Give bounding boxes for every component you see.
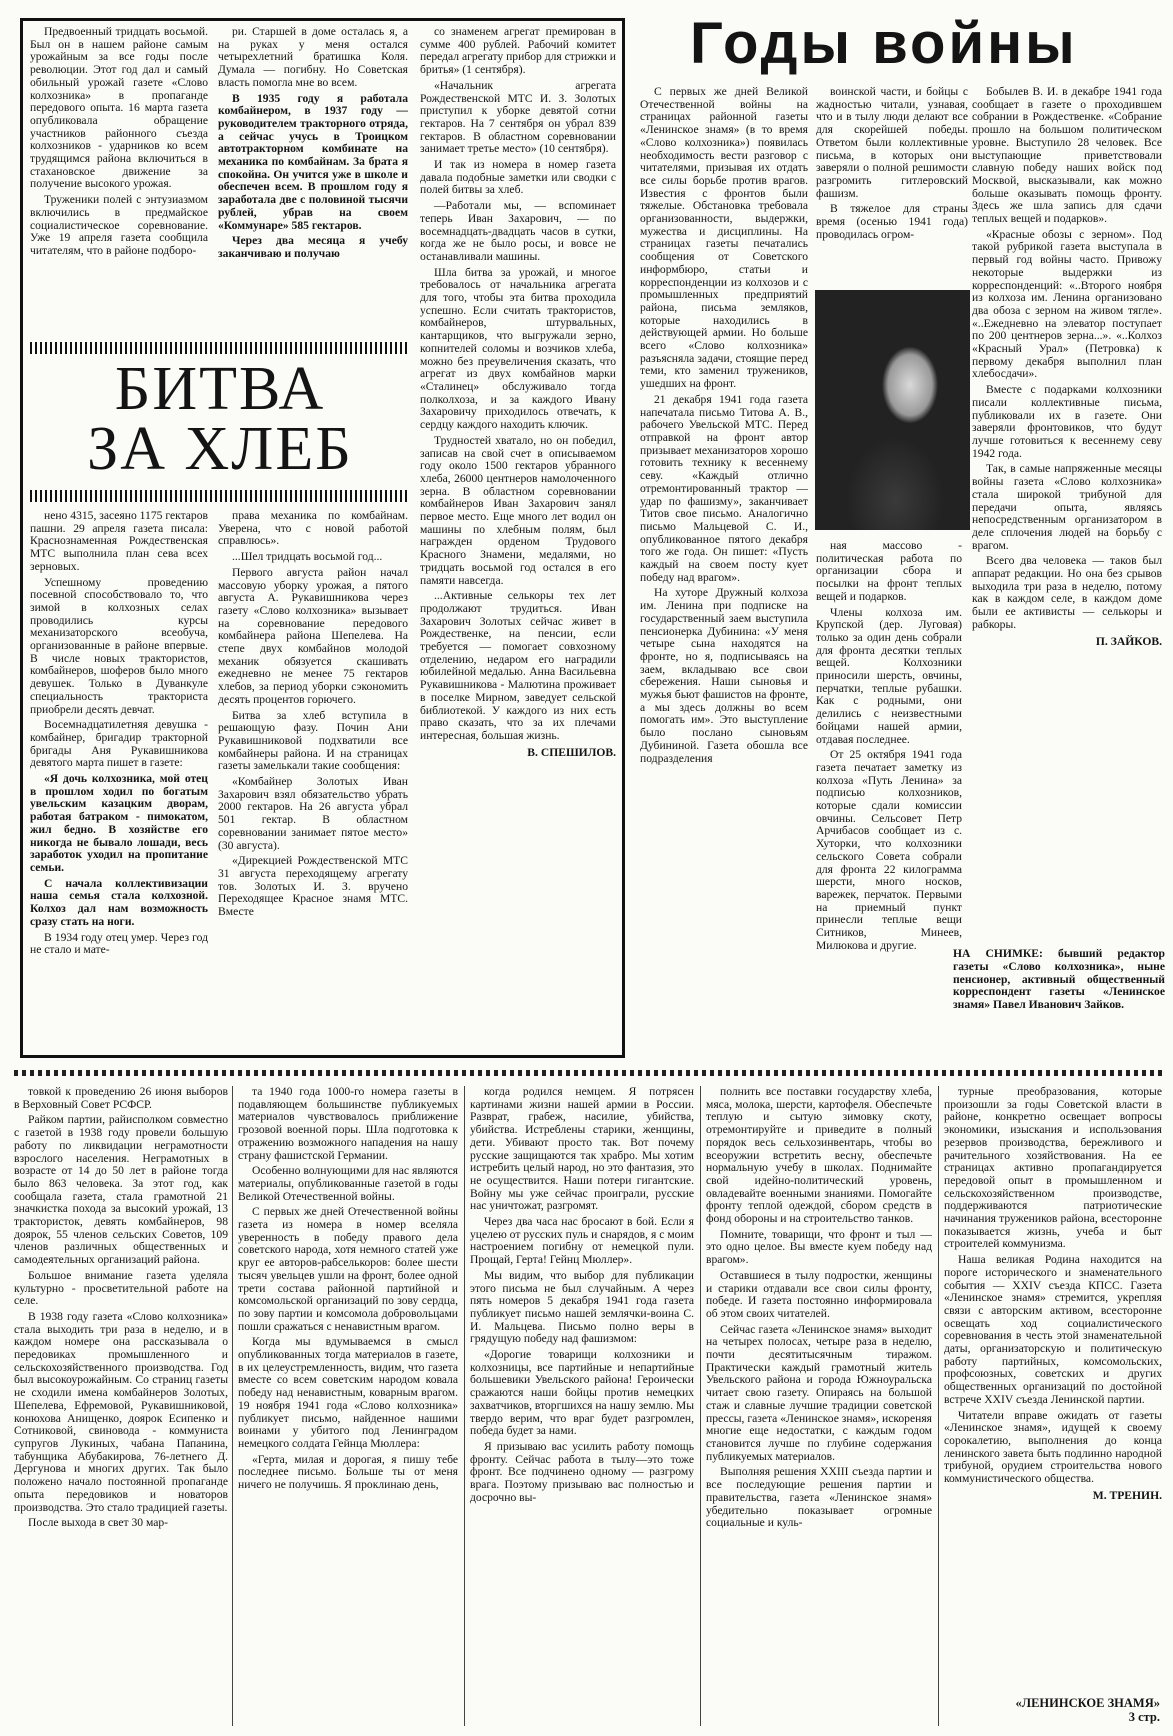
paragraph: со знаменем агрегат премирован в сумме 400 рублей. Рабочий комитет передал агрегату прибор для стрижки и бритья» (1 сентября). [420, 26, 616, 77]
paragraph: Выполняя решения XXIII съезда партии и все последующие решения партии и правительства, газета «Ленинское знамя» убедительно показывает огромные социальные и куль- [706, 1465, 932, 1530]
paragraph: воинской части, и бойцы с жадностью читали, узнавая, что и в тылу люди делают все для скорейшей победы. Ответом были коллективные письма, в которых они заверяли о полной решимости разгромить гитлеровский фашизм. [816, 86, 968, 200]
paragraph: Сейчас газета «Ленинское знамя» выходит на четырех полосах, четыре раза в неделю, почти десятитысячным тиражом. Практически каждый грамотный житель Увельского района и города Южноуральска читает свою газету. Опираясь на большой стаж и славные лучшие традиции советской прессы, газета «Ленинское знамя», искореняя многие еще недостатки, с каждым годом становится лучше по глубине содержания публикуемых материалов. [706, 1322, 932, 1463]
paragraph: Вместе с подарками колхозники писали коллективные письма, публиковали их в газете. Они заверяли фронтовиков, что будут лучше готовиться к весеннему севу 1942 года. [972, 383, 1162, 460]
war-col3-text [972, 86, 1162, 632]
bottom-col5 [944, 1086, 1162, 1686]
paragraph: ная массово - политическая работа по организации сбора и посылки на фронт теплых вещей и подарков. [816, 540, 962, 603]
paragraph: нено 4315, засеяно 1175 гектаров пашни. 29 апреля газета писала: Краснознаменная Рождественская МТС выполнила план сева всех зерновых. [30, 510, 208, 573]
paragraph: Я призываю вас усилить работу помощь фронту. Сейчас работа в тылу—это тоже фронт. Все подчинено одному — разгрому врага. Поэтому призываю вас полностью и досрочно вы- [470, 1439, 694, 1504]
paragraph: когда родился немцем. Я потрясен картинами жизни нашей армии в России. Разврат, грабеж, насилие, убийства, убийства. Истреблены старики, женщины, дети. Убивают просто так. Вот почему русские защищаются так храбро. Мы хотим истребить целый народ, но это фантазия, это не осуществится. Наши потери гигантские. Войну мы уже сейчас проиграли, русские нас уничтожат, разгромят. [470, 1086, 694, 1213]
paragraph: Восемнадцатилетняя девушка - комбайнер, бригадир тракторной бригады Аня Рукавишникова девятого марта пишет в газете: [30, 718, 208, 770]
paragraph: Мы видим, что выбор для публикации этого письма не был случайным. А через пять номеров 5 декабря 1941 года газета публикует письмо нашей землячки-воина С. И. Мальцева. Письмо полно веры в грядущую победу над фашизмом: [470, 1268, 694, 1346]
paragraph: полнить все поставки государству хлеба, мяса, молока, шерсти, картофеля. Обеспечьте теплую и сытую зимовку скоту, отремонтируйте и приведите в полный порядок весь сельхозинвентарь, чтобы во всеоружии встретить весну, обеспечьте нормальную учебу в школах. Поднимайте свой идейно-политический уровень, овладевайте военными знаниями. Помогайте фронту теплой одеждой, сбором средств в фонд обороны и на строительство танков. [706, 1086, 932, 1226]
battle-title-line2: ЗА ХЛЕБ [87, 415, 353, 483]
paragraph: турные преобразования, которые произошли за годы Советской власти в районе, конкретно освещает вопросы экономики, изыскания и использования резервов производства, бережливого и рачительного хозяйствования. На ее страницах активно пропагандируется передовой опыт в промышленном и сельскохозяйственном производстве, поддерживаются патриотические начинания тружеников района, всесторонне показывается жизнь, учеба и быт строителей коммунизма. [944, 1086, 1162, 1251]
paragraph: «Красные обозы с зерном». Под такой рубрикой газета выступала в первый год войны часто. Привожу некоторые выдержки из корреспонденций: «..Второго ноября из колхоза им. Ленина организовано два обоза с зерном на живом тягле». «..Ежедневно на элеватор поступает по 200 центнеров зерна...». «..Колхоз «Красный Урал» (Петровка) к первому декабря выполнил план хлебосдачи». [972, 227, 1162, 381]
paragraph: Предвоенный тридцать восьмой. Был он в нашем районе самым урожайным за все годы после революции. Этот год дал и самый обильный урожай газете «Слово колхозника» в пропаганде передового опыта. 16 марта газета опубликовала обращение участников районного съезда колхозников - ударников ко всем трудящимся района включиться в стахановское движение за получение высокого урожая. [30, 26, 208, 191]
battle-title-hatch-bottom [30, 490, 410, 502]
paragraph: Читатели вправе ожидать от газеты «Ленинское знамя», идущей к своему сорокалетию, выполнения до конца ленинского завета быть подлинно народной трибуной, орудием строительства нового коммунистического общества. [944, 1408, 1162, 1486]
paragraph: Шла битва за урожай, и многое требовалось от начальника агрегата для того, чтобы эта битва проходила успешно. Если считать трактористов, комбайнеров, штурвальных, кантарщиков, что выгружали зерно, копнителей соломы и возчиков хлеба, можно без преувеличения сказать, что агрегат из двух комбайнов марки «Сталинец» обслуживало тогда полколхоза, и за каждого Ивану Захаровичу приходилось отвечать, к сердцу каждого находить ключик. [420, 265, 616, 432]
war-title: Годы войны [690, 11, 1078, 76]
war-col2-bottom [816, 540, 962, 1060]
paragraph: «Начальник агрегата Рождественской МТС И. З. Золотых приступил к уборке девятой сотни гектаров. На 7 сентября он убрал 839 гектаров. В областном соревновании занимает третье место» (10 сентября). [420, 78, 616, 156]
page-footer [960, 1696, 1160, 1724]
page-number: 3 стр. [1128, 1710, 1160, 1724]
paragraph: В 1934 году отец умер. Через год не стало и мате- [30, 930, 208, 957]
paragraph: та 1940 года 1000-го номера газеты в подавляющем большинстве публикуемых материалов чувствовалось приближение грозовой военной поры. Шла подготовка к отражению возможного нападения на нашу страну фашистской Германии. [238, 1086, 458, 1162]
battle-col1-bottom [30, 510, 208, 1040]
bottom-col2 [238, 1086, 458, 1732]
paragraph: Помните, товарищи, что фронт и тыл — это одно целое. Вы вместе куем победу над врагом». [706, 1227, 932, 1267]
paragraph: ...Активные селькоры тех лет продолжают трудиться. Иван Захарович Золотых сейчас живет в Рождественке, на пенсии, если требуется — помогает совхозному отделению, недаром его наградили юбилейной медалью. Анна Васильевна Рукавишникова - Малютина проживает в поселке Мирном, заведует сельской библиотекой. У каждого из них есть право сказать, что за их плечами интересная, большая жизнь. [420, 589, 616, 742]
paragraph: ...Шел тридцать восьмой год... [232, 550, 383, 564]
bottom-col1 [14, 1086, 228, 1732]
paragraph: Труженики полей с энтузиазмом включились в предмайское социалистическое соревнование. Уже 19 апреля газета сообщила читателям, что в районе подборо- [30, 193, 208, 257]
paragraph: Так, в самые напряженные месяцы войны газета «Слово колхозника» стала широкой трибуной для передачи опыта, являясь непосредственным организатором в деле сплочения людей на борьбу с врагом. [972, 462, 1162, 552]
paragraph: товкой к проведению 26 июня выборов в Верховный Совет РСФСР. [14, 1086, 228, 1111]
battle-title-hatch-top [30, 342, 410, 354]
paragraph: Всего два человека — таков был аппарат редакции. Но она без срывов выходила три раза в неделю, потому как в каждом селе, в каждом доме были ее активисты — селькоры и рабкоры. [972, 554, 1162, 631]
paragraph: От 25 октября 1941 года газета печатает заметку из колхоза «Путь Ленина» за подписью колхозников, которые сдали комиссии овчины. Сельсовет Петр Арчибасов сообщает из с. Хуторки, что колхозники сельского Совета собрали для фронта 22 килограмма шерсти, много носков, варежек, перчаток. Первыми на приемный пункт принесли теплые вещи Ситников, Минеев, Милюкова и другие. [816, 748, 962, 952]
paragraph: Через два месяца я учебу заканчиваю и получаю [218, 234, 408, 260]
paragraph: Первого августа район начал массовую уборку урожая, а пятого августа А. Рукавишникова через газету «Слово колхозника» вызывает на соревнование передового комбайнера района Шепелева. На степе двух комбайнов молодой механик обязуется скашивать ежедневно не менее 75 гектаров хлебов, за период уборки сэкономить десять процентов горючего. [218, 565, 408, 706]
paragraph: «Комбайнер Золотых Иван Захарович взял обязательство убрать 2000 гектаров. На 26 августа убрал 501 гектар. В областном соревновании занимает пятое место» (30 августа). [218, 775, 408, 852]
paragraph: На хуторе Дружный колхоза им. Ленина при подписке на государственный заем выступила пенсионерка Дубинина: «У меня четыре сына находятся на фронте, но я, подписываясь на заем, вкладываю все свои сбережения. Наши сыновья и мужья бьют фашистов на фронте, а мы здесь должны во всем помогать им». Это выступление было послано сыновьям Дубининой. Газета обошла все подразделения [640, 586, 808, 765]
bottom-col3 [470, 1086, 694, 1732]
paragraph: «Я дочь колхозника, мой отец в прошлом ходил по богатым увельским казацким дворам, работая батраком - пимокатом, жил бедно. В хозяйстве его никогда не бывало лошади, весь заработок уходил на пропитание семьи. [30, 772, 208, 874]
paragraph: Большое внимание газета уделяла культурно - просветительной работе на селе. [14, 1268, 228, 1308]
paragraph: Райком партии, райисполком совместно с газетой в 1938 году провели большую работу по ликвидации неграмотности взрослого населения. Неграмотных в возрасте от 14 до 50 лет в районе тогда было 863 человека. За этот год, как сообщала газета, стала грамотной 21 значкистка похода за высокий урожай, 13 трактористок, девять комбайнеров, 98 доярок, 55 членов сельских Советов, 109 членов различных общественных и самодеятельных организаций района. [14, 1113, 228, 1267]
paragraph: После выхода в свет 30 мар- [28, 1516, 169, 1530]
bottom-col4 [706, 1086, 932, 1732]
bottom-signature: М. ТРЕНИН. [1092, 1488, 1162, 1502]
paragraph: Когда мы вдумываемся в смысл опубликованных тогда материалов в газете, в их целеустремленность, видим, что газета вместе со всем советским народом ковала победу над ненавистным, коварным врагом. 19 ноября 1941 года «Слово колхозника» публикует письмо, найденное нашими воинами у убитого под Ленинградом немецкого солдата Гейнца Мюллера: [238, 1335, 458, 1450]
paragraph: Оставшиеся в тылу подростки, женщины и старики отдавали все свои силы фронту, победе. И газета постоянно информировала об этом своих читателей. [706, 1268, 932, 1320]
paragraph: В 1938 году газета «Слово колхозника» стала выходить три раза в неделю, и в каждом номере она рассказывала о передовиках промышленного и сельскохозяйственного производства. Год был высокоурожайным. Со страниц газеты не сходили имена комбайнеров Золотых, Шепелева, Ефремовой, Рукавишниковой, конюхова Анищенко, доярок Есипенко и Сотниковой, свиновода - коммуниста супругов Лукиных, чабана Папанина, табунщика Абубакирова, 76-летнего Д. Дергунова и многих других. Так было положено начало постоянной пропаганде опыта передовиков и новаторов производства. Это стало традицией газеты. [14, 1309, 228, 1514]
paragraph: В тяжелое для страны время (осенью 1941 года) проводилась огром- [816, 202, 968, 241]
war-col1 [640, 86, 808, 1060]
portrait-photo [815, 290, 970, 530]
paragraph: права механика по комбайнам. Уверена, что с новой работой справлюсь». [218, 510, 408, 548]
photo-caption: НА СНИМКЕ: бывший редактор газеты «Слово колхозника», ныне пенсионер, активный общественный корреспондент газеты «Ленинское знамя» Павел Иванович Зайков. [953, 947, 1165, 1012]
paragraph: С первых же дней Отечественной войны газета из номера в номер вселяла уверенность в победу правого дела советского народа, хотя немного статей уже круг ее авторов-рабселькоров: более шести тысяч увельцев ушли на фронт, более одной трети состава районной партийной и комсомольской организаций по зову сердца, по зову партии и комсомола добровольцами пошли сражаться с ненавистным врагом. [238, 1205, 458, 1333]
war-col3 [972, 86, 1162, 946]
paragraph: Наша великая Родина находится на пороге исторического и знаменательного события — XXIV съезда КПСС. Газета «Ленинское знамя» стремится, укрепляя связи с авторским активом, всесторонне освещать ход социалистического соревнования в честь этой знаменательной даты, организаторскую и политическую работу партийных, комсомольских, профсоюзных, советских и других общественных организаций по достойной встрече XXIV съезда Ленинской партии. [944, 1253, 1162, 1406]
battle-col1-top [30, 26, 208, 334]
column-rule [938, 1086, 939, 1726]
bottom-col5-text [944, 1086, 1162, 1486]
paragraph: ри. Старшей в доме осталась я, а на руках у меня остался четырехлетний братишка Коля. Думала — погибну. Но Советская власть помогла мне во всем. [218, 26, 408, 89]
paragraph: С первых же дней Великой Отечественной войны на страницах районной газеты «Ленинское знамя» (в то время «Слово колхозника») появилась необходимость вести разговор с читателями, призывая их отдать все силы борьбе против врагов. Известия с фронтов были тяжелые. Обстановка требовала организованности, выдержки, мужества и дисциплины. На страницах газеты печатались сообщения от Советского информбюро, статьи и корреспонденции из колхозов и с промышленных предприятий района, письма земляков, которые находились в действующей армии. Но больше всего «Слово колхозника» разъясняла задачи, стоящие перед теми, кто заменил тружеников, ушедших на фронт. [640, 86, 808, 391]
paragraph: Особенно волнующими для нас являются материалы, опубликованные газетой в годы Великой Отечественной войны. [238, 1164, 458, 1203]
paragraph: Бобылев В. И. в декабре 1941 года сообщает в газете о проходившем собрании в Рождественке. «Собрание прошло на большом политическом уровне. Выступило 28 человек. Все выступающие приветствовали славную победу наших войск под Москвой, высказывали, как можно больше оказывать помощь фронту. Здесь же шла запись для сдачи теплых вещей и подарков». [972, 86, 1162, 226]
paragraph: Члены колхоза им. Крупской (дер. Луговая) только за один день собрали для фронта десятки теплых вещей. Колхозники приносили шерсть, овчины, перчатки, теплые рубашки. Как с родными, они делились с неизвестными бойцами нашей армии, отдавая последнее. [816, 605, 962, 746]
battle-col2-bottom [218, 510, 408, 1040]
battle-signature: В. СПЕШИЛОВ. [527, 745, 616, 759]
section-divider [14, 1070, 1164, 1076]
paragraph: 21 декабря 1941 года газета напечатала письмо Титова А. В., рабочего Увельской МТС. Перед отправкой на фронт автор призывает механизаторов хорошо готовить технику к весеннему севу. «Каждый отлично отремонтированный трактор — удар по фашизму», заканчивает Титов свое письмо. Аналогично письмо Мальцевой С. И., опубликованное пятого декабря того же года. Он пишет: «Пусть каждый на своем посту кует победу над врагом». [640, 392, 808, 584]
battle-col3-text [420, 26, 616, 743]
column-rule [700, 1086, 701, 1726]
paragraph: Трудностей хватало, но он победил, записав на свой счет в описываемом году около 1500 гектаров убранного хлеба, 26000 центнеров намолоченного зерна. В областном соревновании комбайнеров Иван Захарович занял первое место. Еще много лет водил он машины по хлебным полям, был награжден орденом Трудового Красного Знамени, медалями, но тридцать восьмой год остался в его памяти навсегда. [420, 433, 616, 587]
paragraph: В 1935 году я работала комбайнером, в 1937 году — руководителем тракторного отряда, а сейчас учусь в Троицком автотракторном комбинате на механика по комбайнам. За брата я спокойна. Он учится уже в школе и обеспечен всем. В прошлом году я заработала две с половиной тысячи рублей, убрав на своем «Коммунаре» 585 гектаров. [218, 91, 408, 232]
paragraph: Успешному проведению посевной способствовало то, что зимой в колхозных селах проводились курсы механизаторского всеобуча, организованные в районе впервые. В числе новых трактористов, комбайнеров, шоферов было много девушек. Только в Дуванкуле специальность тракториста приобрели десять девчат. [30, 575, 208, 716]
paragraph: «Дорогие товарищи колхозники и колхозницы, все партийные и непартийные большевики Увельского района! Героически сражаются наши бойцы против немецких захватчиков, вторгшихся на нашу землю. Мы твердо верим, что враг будет разгромлен, победа будет за нами. [470, 1348, 694, 1438]
paragraph: «Дирекцией Рождественской МТС 31 августа переходящему агрегату тов. Золотых И. З. вручено Переходящее Красное знамя МТС. Вместе [218, 854, 408, 919]
paragraph: И так из номера в номер газета давала подобные заметки или сводки с полей битвы за хлеб. [420, 158, 616, 197]
war-signature: П. ЗАЙКОВ. [1095, 634, 1162, 648]
newspaper-name: «ЛЕНИНСКОЕ ЗНАМЯ» [1015, 1696, 1160, 1710]
paragraph: Через два часа нас бросают в бой. Если я уцелею от русских пуль и снарядов, я с моим настроением погибну от немецкой пули. Прощай, Герта! Гейнц Мюллер». [470, 1215, 694, 1267]
war-col2-top [816, 86, 968, 284]
battle-title-line1: БИТВА [114, 355, 326, 423]
paragraph: С начала коллективизации наша семья стала колхозной. Колхоз дал нам возможность сразу стать на ноги. [30, 876, 208, 928]
column-rule [464, 1086, 465, 1726]
paragraph: «Герта, милая и дорогая, я пишу тебе последнее письмо. Больше ты от меня ничего не получишь. Я проклинаю день, [238, 1452, 458, 1492]
paragraph: Битва за хлеб вступила в решающую фазу. Почин Ани Рукавишниковой подхватили все комбайнеры района. И на страницах газеты замелькали такие сообщения: [218, 708, 408, 773]
column-rule [232, 1086, 233, 1726]
battle-col3 [420, 26, 616, 1048]
battle-col2-top [218, 26, 408, 334]
paragraph: —Работали мы, — вспоминает теперь Иван Захарович, — по восемнадцать-двадцать часов в сутки, когда же не было росы, и вовсе не останавливали машины. [420, 199, 616, 263]
